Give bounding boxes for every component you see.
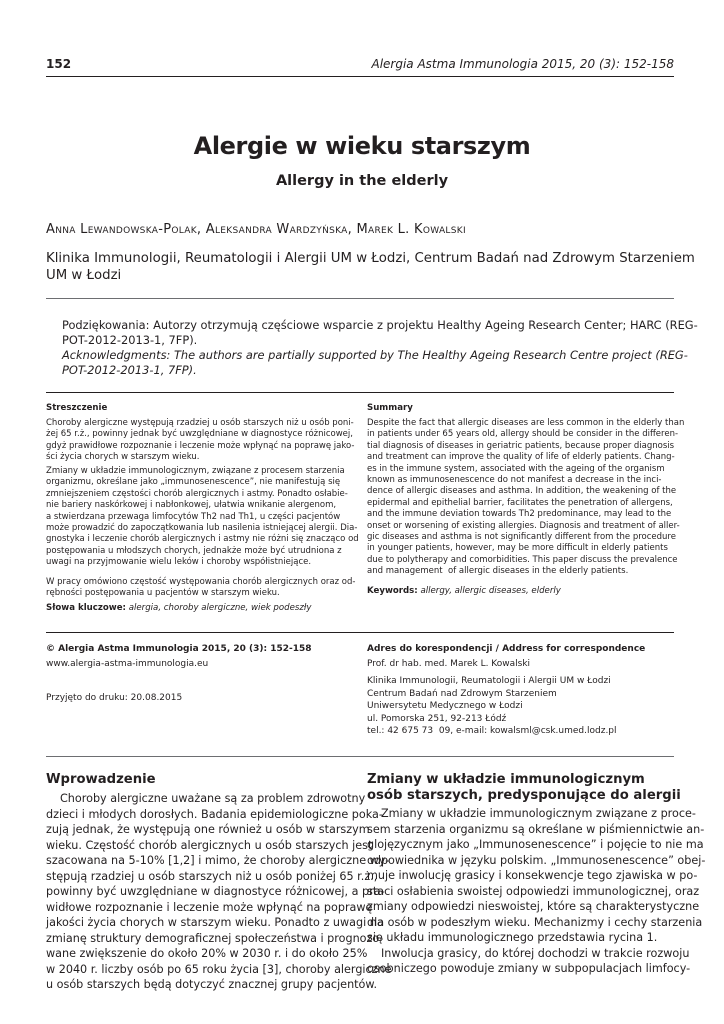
section2-heading: Zmiany w układzie immunologicznym osób starszych, predysponujące do alergii xyxy=(367,772,681,803)
header-rule xyxy=(46,76,674,77)
ack-pl-line-2: POT-2012-2013-1, 7FP). xyxy=(62,333,198,347)
ack-en-line-2: POT-2012-2013-1, 7FP). xyxy=(62,363,197,377)
abstract-en-body: Despite the fact that allergic diseases are less common in the elderly than in patients under 65 years old, allergy should be consider in the differen- tial diagnosis of diseases in geriatric patients, because proper diagnosis and treatment can improve the quality of life of elderly patients. Chang- es in the immune system, associated with the ageing of the organism known as immunosenescence do not manifest a decrease in the inci- dence of allergic diseases and asthma. In addition, the weakening of the epidermal and epithelial barrier, facilitates the penetration of allergens, and the immune deviation towards Th2 predominance, may lead to the onset or worsening of existing allergies. Diagnosis and treatment of aller- gic diseases and asthma is not significantly different from the procedure in younger patients, however, may be more difficult in elderly patients due to polytherapy and comorbidities. This paper discuss the prevalence and management of allergic diseases in the elderly patients. xyxy=(367,418,685,577)
article-title: Alergie w wieku starszym xyxy=(193,132,531,160)
journal-website-link[interactable]: www.alergia-astma-immunologia.eu xyxy=(46,659,209,669)
affiliation-line-1: Klinika Immunologii, Reumatologii i Alergii UM w Łodzi, Centrum Badań nad Zdrowym Starzeniem xyxy=(46,251,695,266)
intro-body: Choroby alergiczne uważane są za problem zdrowotny dzieci i młodych dorosłych. Badania epidemiologiczne poka- zują jednak, że występują one również u osób w starszym wieku. Częstość chorób alergicznych u osób starszych jest szacowana na 5-10% [1,2] i mimo, że choroby alergiczne wy- stępują rzadziej u osób starszych niż u osób poniżej 65 r.ż., powinny być uwzględniane w diagnostyce różnicowej, a pra- widłowe rozpoznanie i leczenie może wpłynąć na poprawę jakości życia chorych w starszym wieku. Ponadto z uwagi na zmianę struktury demograficznej społeczeństwa i prognozo- wane zwiększenie do około 20% w 2030 r. i do około 25% w 2040 r. liczby osób po 65 roku życia [3], choroby alergiczne u osób starszych będą dotyczyć znacznej grupy pacjentów. xyxy=(46,792,392,991)
correspondence-contact[interactable]: tel.: 42 675 73 09, e-mail: kowalsml@csk.umed.lodz.pl xyxy=(367,726,617,736)
article-subtitle: Allergy in the elderly xyxy=(275,173,449,189)
correspondence-heading: Adres do korespondencji / Address for correspondence xyxy=(367,644,646,654)
copyright-line: © Alergia Astma Immunologia 2015, 20 (3): 152-158 xyxy=(46,644,312,654)
ack-pl-line-1: Podziękowania: Autorzy otrzymują częściowe wsparcie z projektu Healthy Ageing Research Center; HARC (REG- xyxy=(62,318,698,332)
abstract-pl-para2: Zmiany w układzie immunologicznym, związane z procesem starzenia organizmu, określane jako „immunosenescence”, nie manifestują się zmniejszeniem częstości chorób alergicznych i astmy. Ponadto osłabie- nie bariery naskórkowej i nabłonkowej, ułatwia wnikanie alergenom, a stwierdzana przewaga limfocytów Th2 nad Th1, u części pacjentów może prowadzić do zapoczątkowania lub nasilenia istniejącej alergii. Dia- gnostyka i leczenie chorób alergicznych i astmy nie różni się znacząco od postępowania u młodszych chorych, jednakże może być utrudniona z uwagi na przyjmowanie wielu leków i choroby współistniejące. xyxy=(46,466,359,568)
intro-heading: Wprowadzenie xyxy=(46,772,156,787)
abstract-bottom-rule xyxy=(46,632,674,633)
meta-bottom-rule xyxy=(46,756,674,757)
journal-citation: Alergia Astma Immunologia 2015, 20 (3): 152-158 xyxy=(371,57,674,71)
keywords-en: Keywords: allergy, allergic diseases, elderly xyxy=(367,586,561,596)
abstract-en-heading: Summary xyxy=(367,403,413,413)
affiliation-line-2: UM w Łodzi xyxy=(46,268,122,283)
keywords-pl: Słowa kluczowe: alergia, choroby alergiczne, wiek podeszły xyxy=(46,603,312,613)
abstract-pl-para3: W pracy omówiono częstość występowania chorób alergicznych oraz od- rębności postępowania u pacjentów w starszym wieku. xyxy=(46,577,356,599)
abstract-pl-heading: Streszczenie xyxy=(46,403,108,413)
section2-body: Zmiany w układzie immunologicznym związane z proce- sem starzenia organizmu są określane w piśmiennictwie an- glojęzycznym jako „Immunosenescence” i pojęcie to nie ma odpowiednika w języku polskim. „Immunosenescence” obej- muje inwolucję grasicy i konsekwencje tego zjawiska w po- staci osłabienia swoistej odpowiedzi immunologicznej, oraz zmiany odpowiedzi nieswoistej, które są charakterystyczne dla osób w podeszłym wieku. Mechanizmy i cechy starzenia się układu immunologicznego przedstawia rycina 1. Inwolucja grasicy, do której dochodzi w trakcie rozwoju osobniczego powoduje zmiany w subpopulacjach limfocy- xyxy=(367,807,706,975)
correspondence-name: Prof. dr hab. med. Marek L. Kowalski xyxy=(367,659,531,669)
authors: Anna Lewandowska-Polak, Aleksandra Wardzyńska, Marek L. Kowalski xyxy=(46,222,466,237)
correspondence-address: Klinika Immunologii, Reumatologii i Alergii UM w Łodzi Centrum Badań nad Zdrowym Starzeniem Uniwersytetu Medycznego w Łodzi ul. Pomorska 251, 92-213 Łódź tel.: 42 675 73 09, e-mail: kowalsml@csk.umed.lodz.pl xyxy=(367,675,674,738)
abstract-pl-para1: Choroby alergiczne występują rzadziej u osób starszych niż u osób poni- żej 65 r.ż., powinny jednak być uwzględniane w diagnostyce różnicowej, gdyż prawidłowe rozpoznanie i leczenie może wpłynąć na poprawę jako- ści życia chorych w starszym wieku. xyxy=(46,418,355,463)
title-rule xyxy=(46,298,674,299)
abstract-top-rule xyxy=(46,392,674,393)
ack-en-line-1: Acknowledgments: The authors are partially supported by The Healthy Ageing Research Centre project (REG- xyxy=(62,348,688,362)
page-number: 152 xyxy=(46,57,72,71)
accepted-date: Przyjęto do druku: 20.08.2015 xyxy=(46,693,183,703)
